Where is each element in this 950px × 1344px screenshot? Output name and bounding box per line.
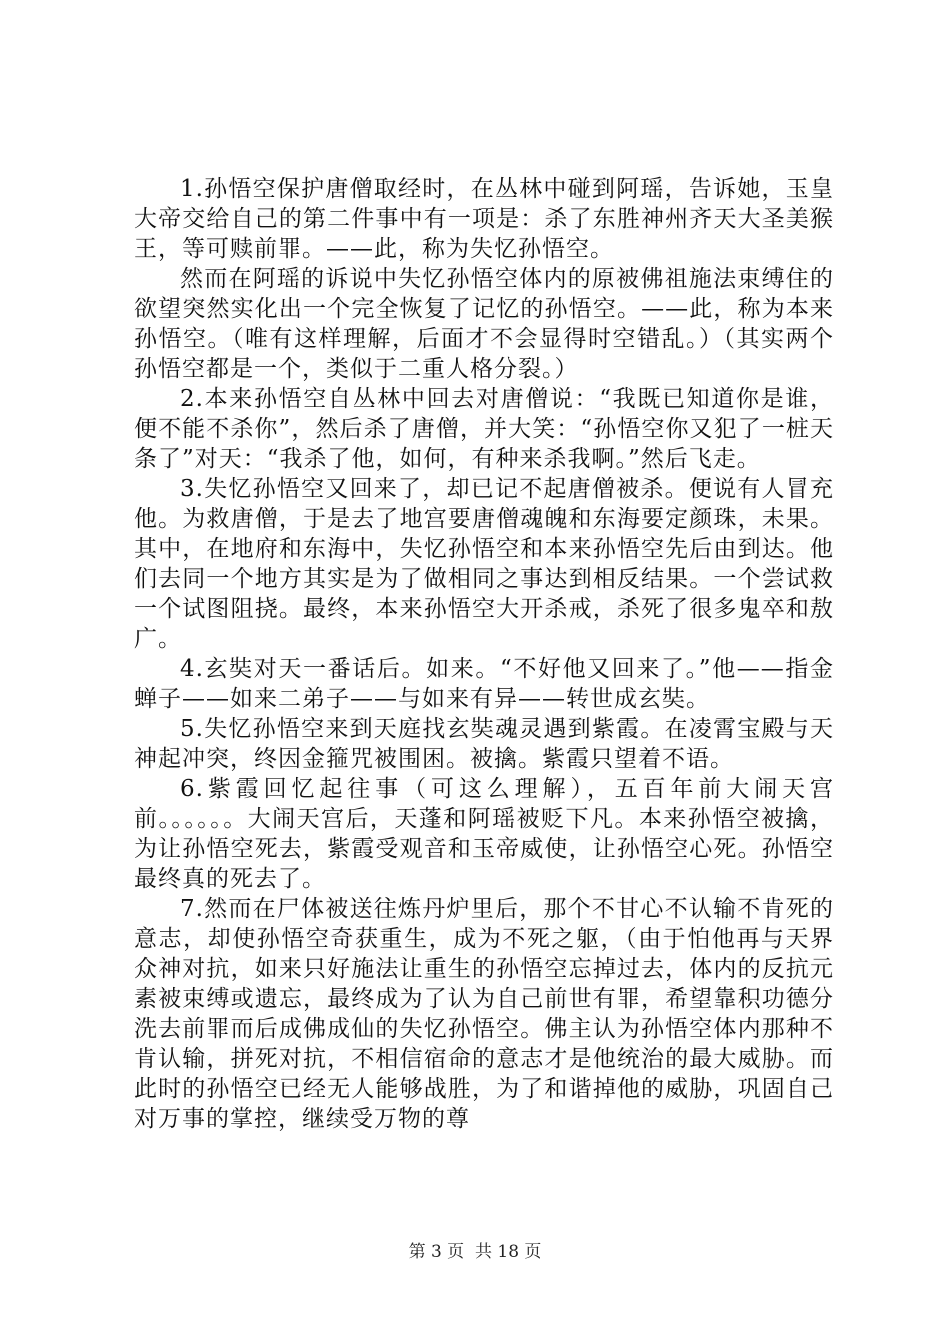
paragraph-8: 7.然而在尸体被送往炼丹炉里后，那个不甘心不认输不肯死的意志，却使孙悟空奇获重生，成为不死之躯，（由于怕他再与天界众神对抗，如来只好施法让重生的孙悟空忘掉过去，体内的反抗元素被束缚或遗忘，最终成为了认为自己前世有罪，希望靠积功德分洗去前罪而后成佛成仙的失忆孙悟空。佛主认为孙悟空体内那种不肯认输，拼死对抗，不相信宿命的意志才是他统治的最大威胁。而此时的孙悟空已经无人能够战胜，为了和谐掉他的威胁，巩固自己对万事的掌控，继续受万物的尊 [134,896,834,1132]
paragraph-6: 5.失忆孙悟空来到天庭找玄奘魂灵遇到紫霞。在凌霄宝殿与天神起冲突，终因金箍咒被围困。被擒。紫霞只望着不语。 [134,716,834,772]
paragraph-3: 2.本来孙悟空自丛林中回去对唐僧说：“我既已知道你是谁，便不能不杀你”，然后杀了唐僧，并大笑：“孙悟空你又犯了一桩天条了”对天：“我杀了他，如何，有种来杀我啊。”然后飞走。 [134,386,834,472]
page-footer [0,1241,950,1263]
page-number-label: 第 3 页 共 18 页 [408,1242,542,1262]
paragraph-5: 4.玄奘对天一番话后。如来。“不好他又回来了。”他——指金蝉子——如来二弟子——与如来有异——转世成玄奘。 [134,656,834,712]
paragraph-4: 3.失忆孙悟空又回来了，却已记不起唐僧被杀。便说有人冒充他。为救唐僧，于是去了地宫要唐僧魂魄和东海要定颜珠，未果。其中，在地府和东海中，失忆孙悟空和本来孙悟空先后由到达。他们去同一个地方其实是为了做相同之事达到相反结果。一个尝试救一个试图阻挠。最终，本来孙悟空大开杀戒，杀死了很多鬼卒和敖广。 [134,476,834,652]
paragraph-7: 6.紫霞回忆起往事（可这么理解），五百年前大闹天宫前。。。。。。大闹天宫后，天蓬和阿瑶被贬下凡。本来孙悟空被擒，为让孙悟空死去，紫霞受观音和玉帝威使，让孙悟空心死。孙悟空最终真的死去了。 [134,776,834,892]
paragraph-1: 1.孙悟空保护唐僧取经时，在丛林中碰到阿瑶，告诉她，玉皇大帝交给自己的第二件事中有一项是：杀了东胜神州齐天大圣美猴王，等可赎前罪。——此，称为失忆孙悟空。 [134,176,834,262]
paragraph-2: 然而在阿瑶的诉说中失忆孙悟空体内的原被佛祖施法束缚住的欲望突然实化出一个完全恢复了记忆的孙悟空。——此，称为本来孙悟空。（唯有这样理解，后面才不会显得时空错乱。）（其实两个孙悟空都是一个，类似于二重人格分裂。） [134,266,834,382]
document-body [134,174,834,1134]
